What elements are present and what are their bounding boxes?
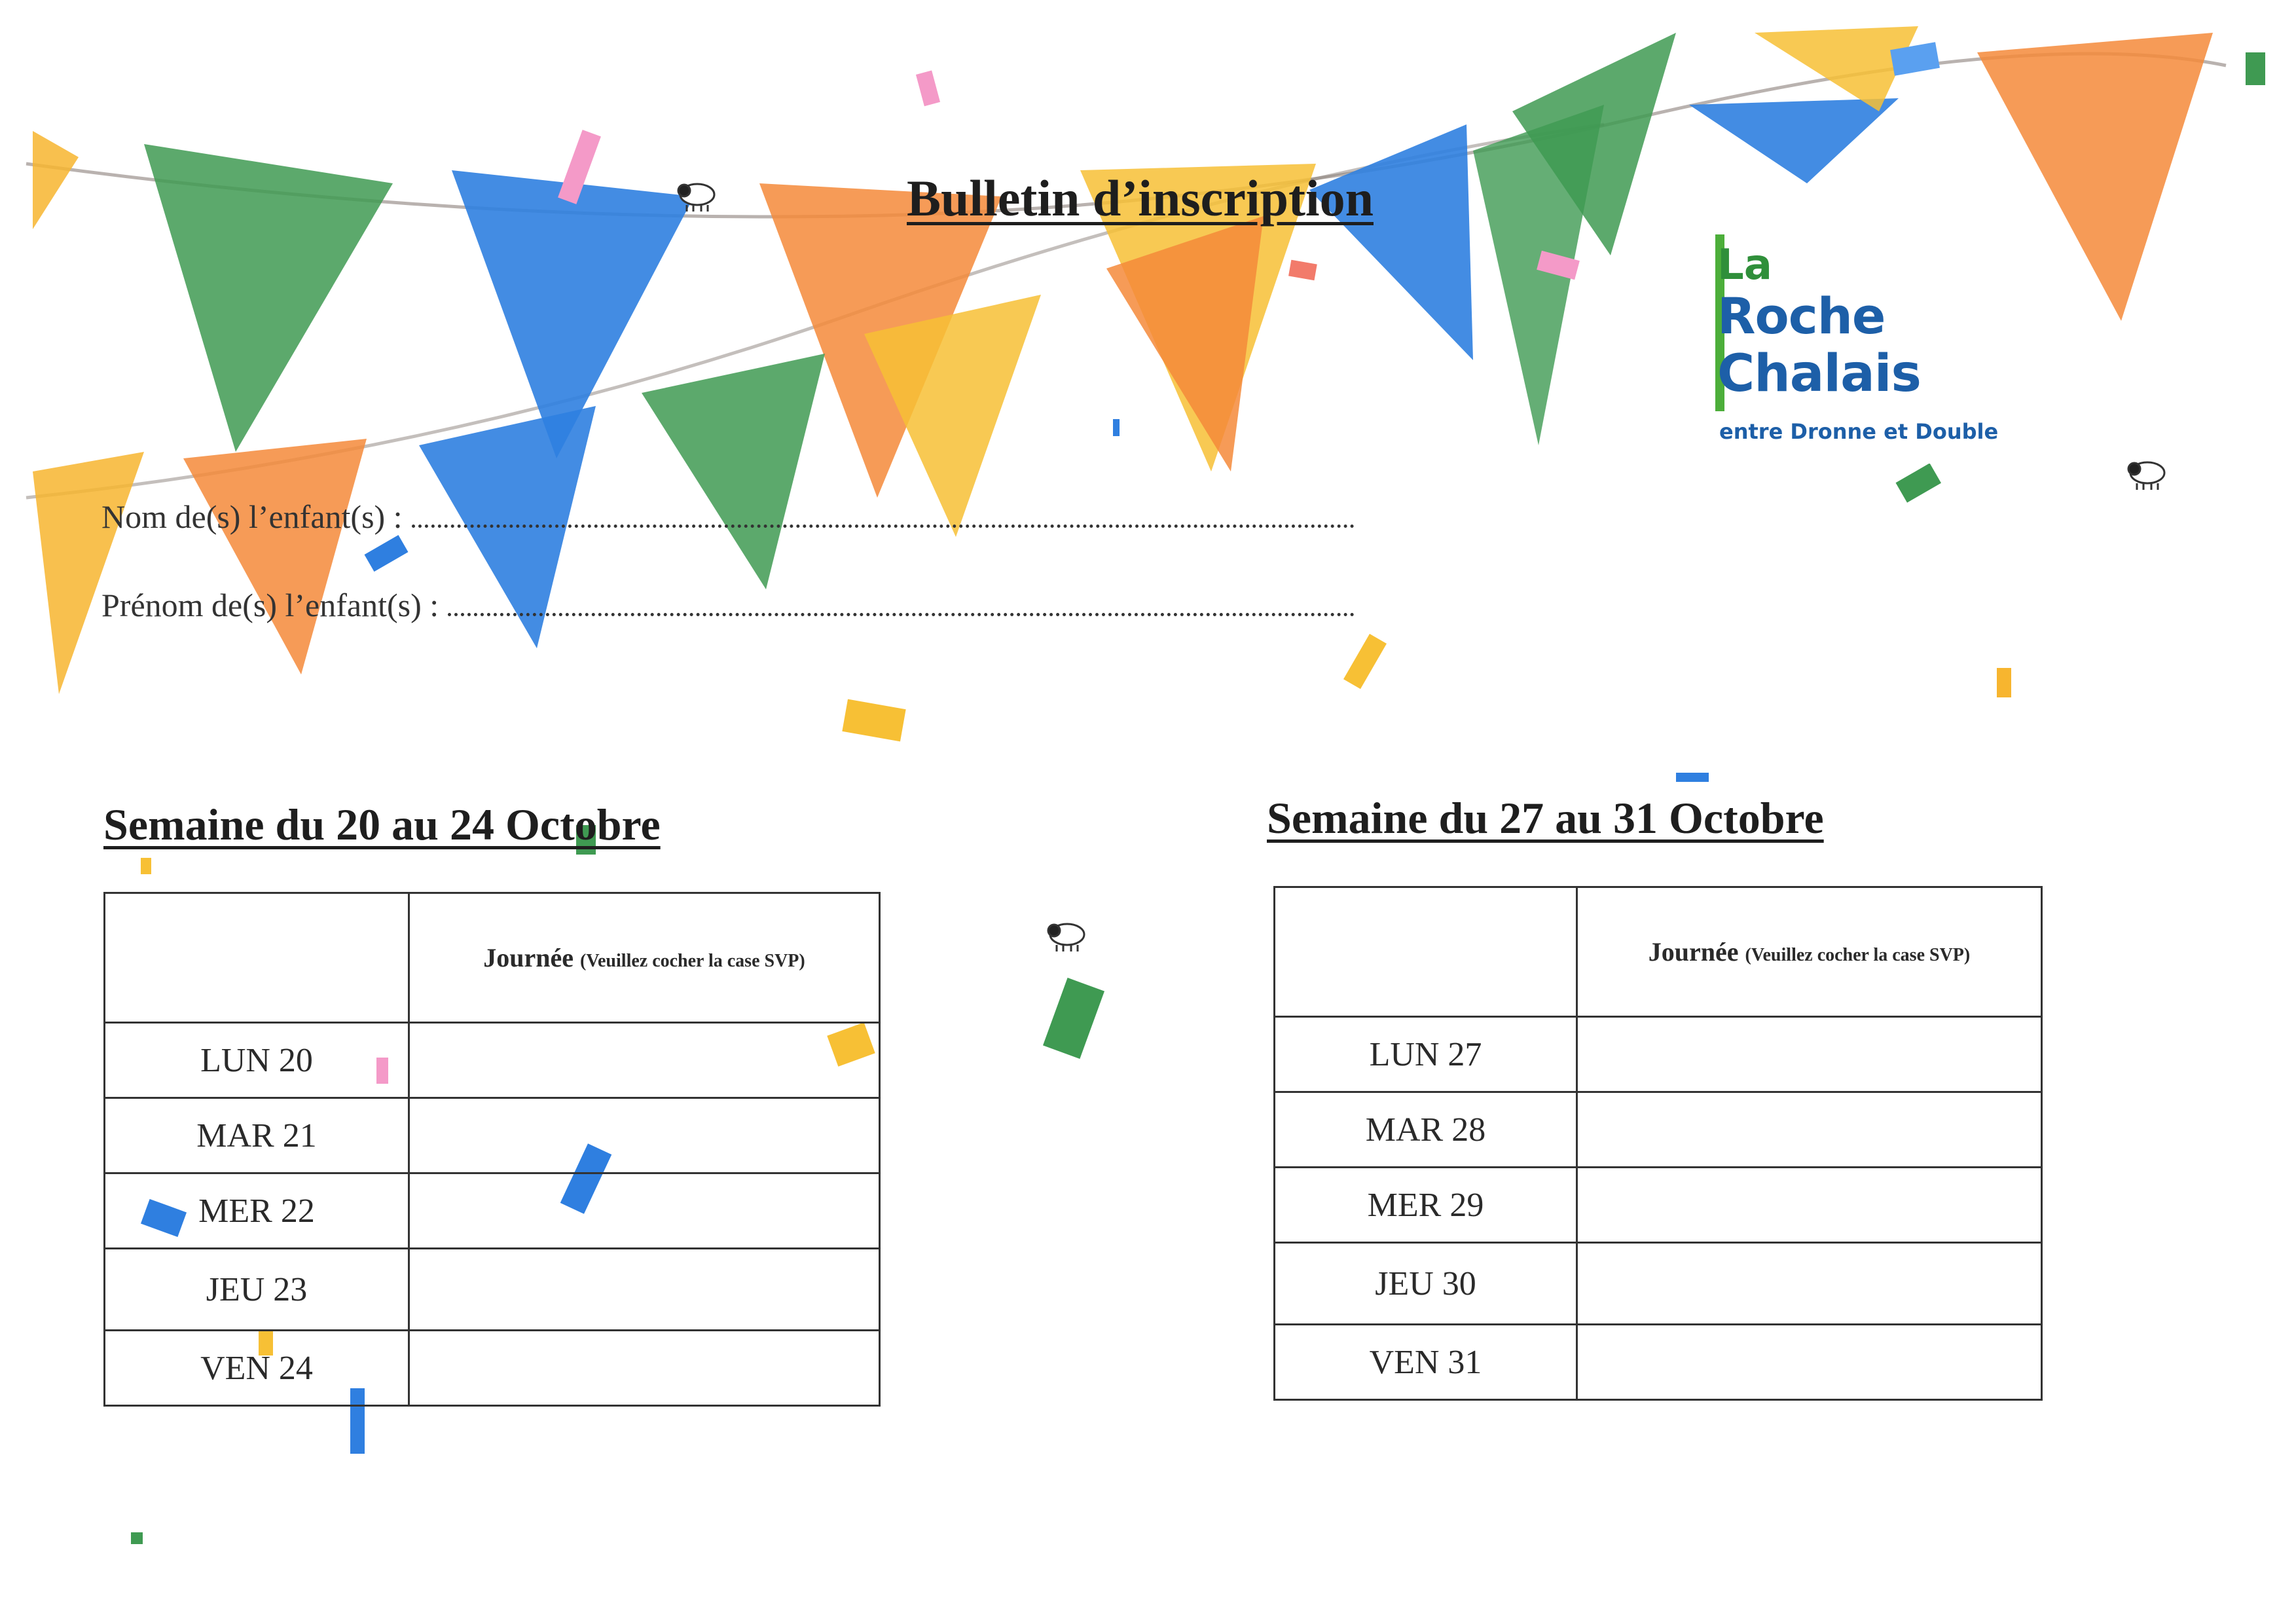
- flag-orange-4: [183, 439, 367, 674]
- sheep-icon: [2128, 462, 2164, 490]
- checkbox-cell[interactable]: [1577, 1325, 2042, 1400]
- confetti-yellow-6: [141, 858, 151, 874]
- prenom-dotted-line[interactable]: [448, 612, 1355, 616]
- checkbox-cell[interactable]: [1577, 1092, 2042, 1168]
- confetti-pink-2: [916, 70, 940, 106]
- checkbox-cell[interactable]: [409, 1023, 880, 1098]
- day-label: VEN 31: [1275, 1325, 1577, 1400]
- flag-orange-left: [33, 131, 79, 229]
- header-note: (Veuillez cocher la case SVP): [580, 951, 805, 971]
- table-row: [105, 1173, 880, 1249]
- header-empty-cell: [1275, 887, 1577, 1017]
- table-row: [1275, 1243, 2042, 1325]
- prenom-label: Prénom de(s) l’enfant(s) :: [101, 587, 439, 623]
- day-label: MER 29: [1275, 1168, 1577, 1243]
- confetti-red-1: [1288, 260, 1317, 281]
- header-journee: Journée: [483, 943, 574, 972]
- flag-blue-2: [1309, 124, 1473, 360]
- flag-orange-2: [1977, 33, 2213, 321]
- page-title: Bulletin d’inscription: [907, 170, 1374, 227]
- week-2-title: Semaine du 27 au 31 Octobre: [1267, 793, 1824, 843]
- table-row: [105, 1249, 880, 1331]
- nom-label: Nom de(s) l’enfant(s) :: [101, 498, 403, 535]
- confetti-yellow-2: [1343, 634, 1387, 689]
- header-empty-cell: [105, 893, 409, 1023]
- day-label: LUN 20: [105, 1023, 409, 1098]
- day-label: MER 22: [105, 1173, 409, 1249]
- table-header-row: [105, 893, 880, 1023]
- checkbox-cell[interactable]: [409, 1331, 880, 1406]
- confetti-green-2: [1896, 463, 1941, 502]
- confetti-green-1: [2246, 52, 2265, 85]
- sheep-icon: [1048, 924, 1084, 951]
- flag-green-4: [1473, 105, 1604, 445]
- header-journee-cell: [409, 893, 880, 1023]
- day-label: MAR 21: [105, 1098, 409, 1173]
- day-label: JEU 30: [1275, 1243, 1577, 1325]
- confetti-blue-7: [1113, 419, 1120, 436]
- nom-dotted-line[interactable]: [412, 524, 1355, 528]
- checkbox-cell[interactable]: [409, 1249, 880, 1331]
- day-label: LUN 27: [1275, 1017, 1577, 1092]
- confetti-blue-3: [1676, 773, 1709, 782]
- table-row: [1275, 1168, 2042, 1243]
- header-journee: Journée: [1648, 937, 1739, 967]
- table-row: [105, 1023, 880, 1098]
- table-row: [1275, 1017, 2042, 1092]
- la-roche-chalais-logo: [1676, 189, 1999, 464]
- confetti-green-4: [1043, 978, 1104, 1059]
- checkbox-cell[interactable]: [409, 1098, 880, 1173]
- day-label: MAR 28: [1275, 1092, 1577, 1168]
- week-2-table: [1273, 886, 2043, 1401]
- checkbox-cell[interactable]: [1577, 1243, 2042, 1325]
- table-row: [1275, 1092, 2042, 1168]
- flag-orange-3: [33, 452, 144, 694]
- table-row: [105, 1098, 880, 1173]
- week-1-title: Semaine du 20 au 24 Octobre: [103, 800, 661, 849]
- flag-green-3: [642, 354, 825, 589]
- day-label: VEN 24: [105, 1331, 409, 1406]
- confetti-yellow-1: [842, 699, 905, 742]
- table-row: [105, 1331, 880, 1406]
- confetti-green-5: [131, 1532, 143, 1544]
- logo-line-3: Chalais: [1717, 344, 1921, 403]
- week-1-table: [103, 892, 881, 1407]
- checkbox-cell[interactable]: [409, 1173, 880, 1249]
- confetti-yellow-3: [1997, 668, 2011, 697]
- logo-line-2: Roche: [1717, 287, 1886, 345]
- logo-line-1: La: [1717, 241, 1772, 289]
- checkbox-cell[interactable]: [1577, 1017, 2042, 1092]
- flag-green-1: [144, 144, 393, 452]
- table-header-row: [1275, 887, 2042, 1017]
- nom-field[interactable]: [101, 498, 1355, 536]
- confetti-blue-2: [365, 535, 409, 572]
- header-journee-cell: [1577, 887, 2042, 1017]
- day-label: JEU 23: [105, 1249, 409, 1331]
- table-row: [1275, 1325, 2042, 1400]
- header-note: (Veuillez cocher la case SVP): [1745, 945, 1971, 965]
- prenom-field[interactable]: [101, 586, 1355, 624]
- logo-subtitle: entre Dronne et Double: [1719, 419, 1999, 444]
- flag-blue-3: [1689, 98, 1899, 183]
- checkbox-cell[interactable]: [1577, 1168, 2042, 1243]
